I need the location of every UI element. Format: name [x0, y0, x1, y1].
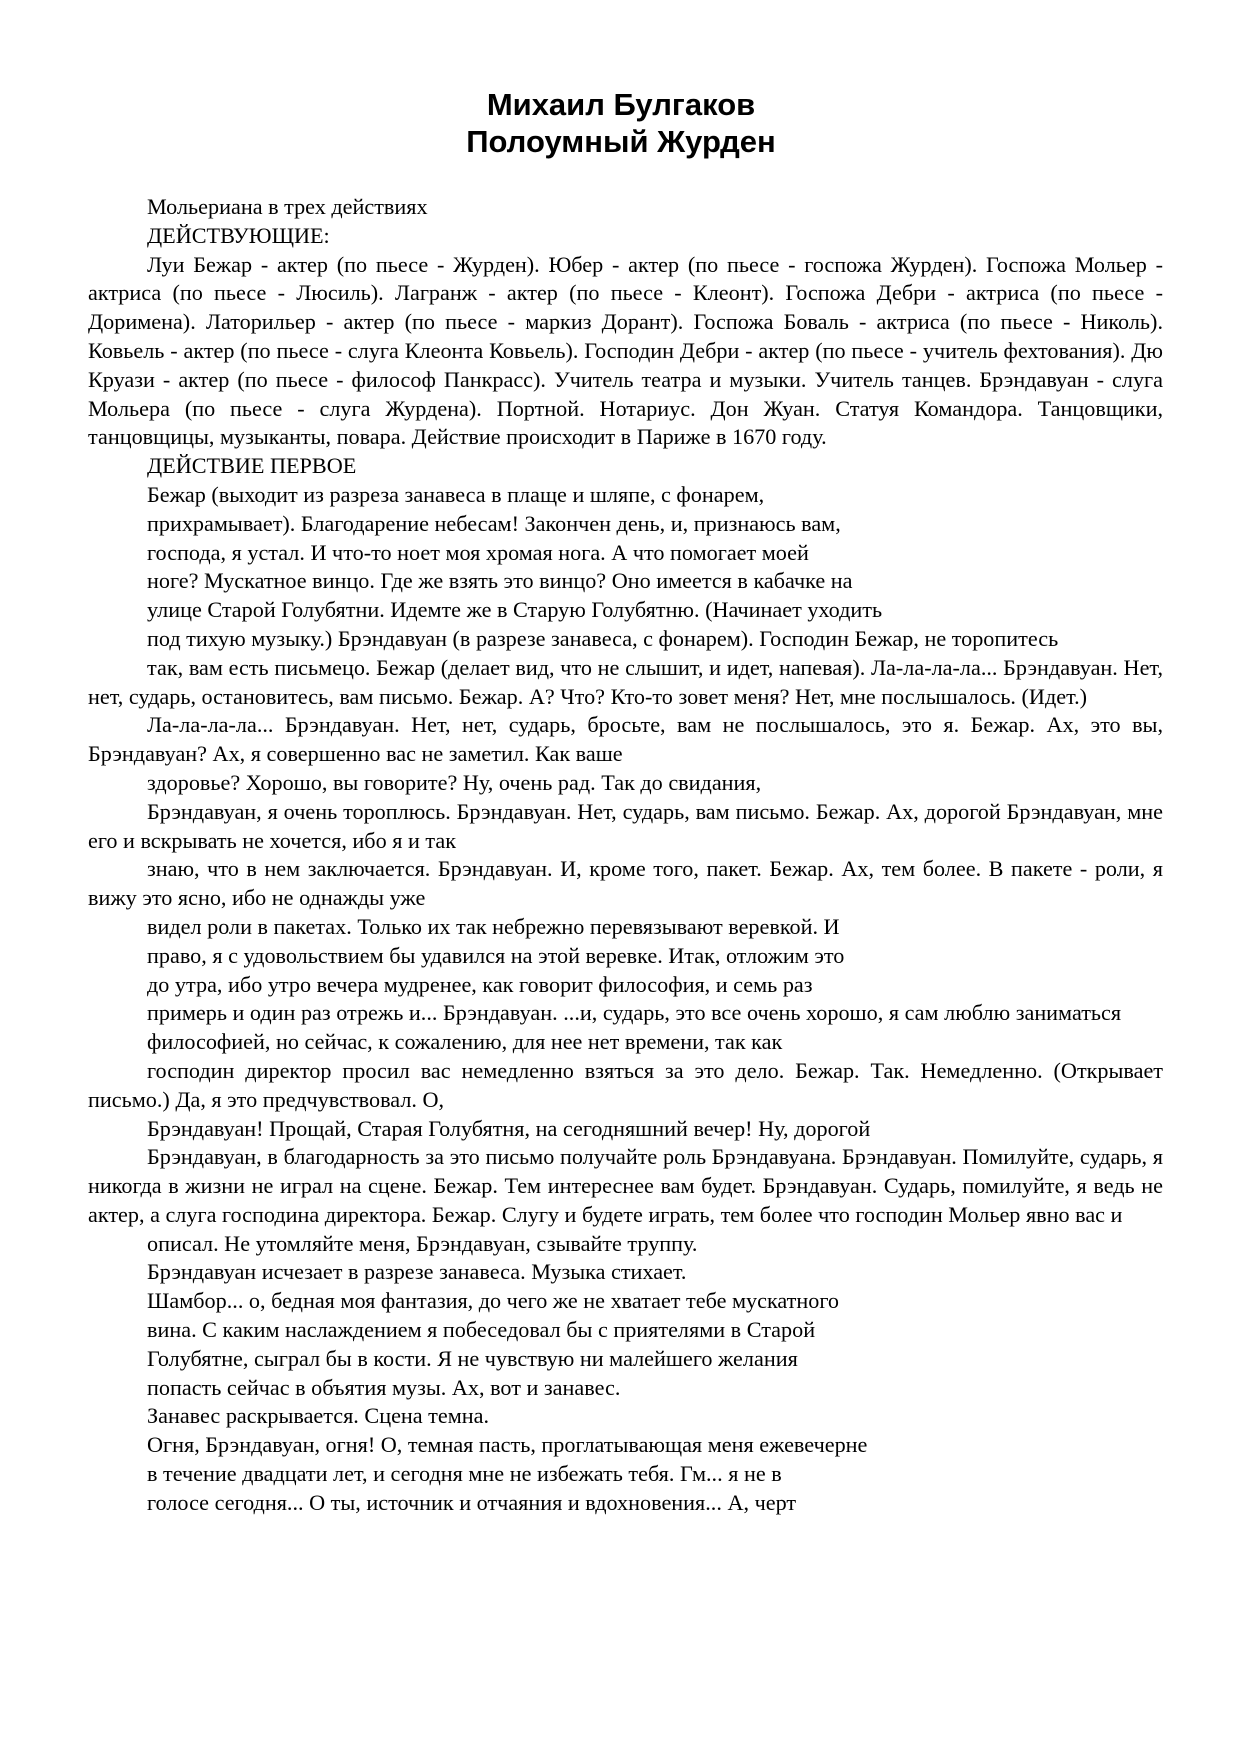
author-name: Михаил Булгаков — [486, 87, 756, 122]
paragraph: улице Старой Голубятни. Идемте же в Старую Голубятню. (Начинает уходить — [147, 597, 883, 623]
paragraph: знаю, что в нем заключается. Брэндавуан. И, кроме того, пакет. Бежар. Ах, тем более. В пакете - роли, я вижу это ясно, ибо не однажды уже — [88, 856, 1163, 911]
paragraph: описал. Не утомляйте меня, Брэндавуан, сзывайте труппу. — [147, 1230, 698, 1256]
title-block — [0, 86, 1242, 160]
paragraph: ДЕЙСТВИЕ ПЕРВОЕ — [147, 453, 357, 479]
body-text — [88, 193, 1163, 1518]
paragraph: Огня, Брэндавуан, огня! О, темная пасть, проглатывающая меня ежевечерне — [147, 1432, 868, 1458]
paragraph: Брэндавуан, в благодарность за это письмо получайте роль Брэндавуана. Брэндавуан. Помилуйте, сударь, я никогда в жизни не играл на сцене. Бежар. Тем интереснее вам будет. Брэндавуан. Сударь, помилуйте, я ведь не актер, а слуга господина директора. Бежар. Слугу и будете играть, тем более что господин Мольер явно вас и — [88, 1144, 1163, 1227]
paragraph: в течение двадцати лет, и сегодня мне не избежать тебя. Гм... я не в — [147, 1461, 782, 1487]
paragraph: попасть сейчас в объятия музы. Ах, вот и занавес. — [147, 1374, 621, 1400]
paragraph: примерь и один раз отрежь и... Брэндавуан. ...и, сударь, это все очень хорошо, я сам люблю заниматься — [147, 1000, 1122, 1026]
paragraph: Луи Бежар - актер (по пьесе - Журден). Юбер - актер (по пьесе - госпожа Журден). Госпожа Мольер - актриса (по пьесе - Люсиль). Лагранж - актер (по пьесе - Клеонт). Госпожа Дебри - актриса (по пьесе - Доримена). Латорильер - актер (по пьесе - маркиз Дорант). Госпожа Боваль - актриса (по пьесе - Николь). Ковьель - актер (по пьесе - слуга Клеонта Ковьель). Господин Дебри - актер (по пьесе - учитель фехтования). Дю Круази - актер (по пьесе - философ Панкрасс). Учитель театра и музыки. Учитель танцев. Брэндавуан - слуга Мольера (по пьесе - слуга Журдена). Портной. Нотариус. Дон Жуан. Статуя Командора. Танцовщики, танцовщицы, музыканты, повара. Действие происходит в Париже в 1670 году. — [88, 251, 1163, 450]
paragraph: Мольериана в трех действиях — [147, 194, 428, 219]
paragraph: голосе сегодня... О ты, источник и отчаяния и вдохновения... А, черт — [147, 1489, 797, 1515]
paragraph: ноге? Мускатное винцо. Где же взять это винцо? Оно имеется в кабачке на — [147, 568, 853, 594]
paragraph: видел роли в пакетах. Только их так небрежно перевязывают веревкой. И — [147, 913, 840, 939]
paragraph: господин директор просил вас немедленно взяться за это дело. Бежар. Так. Немедленно. (Открывает письмо.) Да, я это предчувствовал. О, — [88, 1057, 1163, 1112]
play-title: Полоумный Журден — [466, 124, 776, 159]
paragraph: здоровье? Хорошо, вы говорите? Ну, очень рад. Так до свидания, — [147, 769, 762, 795]
paragraph: Брэндавуан исчезает в разрезе занавеса. Музыка стихает. — [147, 1259, 687, 1285]
paragraph: ДЕЙСТВУЮЩИЕ: — [147, 222, 330, 248]
paragraph: право, я с удовольствием бы удавился на этой веревке. Итак, отложим это — [147, 942, 845, 968]
paragraph: вина. С каким наслаждением я побеседовал бы с приятелями в Старой — [147, 1317, 816, 1343]
paragraph: Занавес раскрывается. Сцена темна. — [147, 1403, 490, 1429]
paragraph: Брэндавуан! Прощай, Старая Голубятня, на сегодняшний вечер! Ну, дорогой — [147, 1115, 871, 1141]
paragraph: Голубятне, сыграл бы в кости. Я не чувствую ни малейшего желания — [147, 1345, 798, 1371]
paragraph: философией, но сейчас, к сожалению, для нее нет времени, так как — [147, 1029, 783, 1055]
paragraph: так, вам есть письмецо. Бежар (делает вид, что не слышит, и идет, напевая). Ла-ла-ла-ла... Брэндавуан. Нет, нет, сударь, остановитесь, вам письмо. Бежар. А? Что? Кто-то зовет меня? Нет, мне послышалось. (Идет.) — [88, 654, 1163, 709]
paragraph: под тихую музыку.) Брэндавуан (в разрезе занавеса, с фонарем). Господин Бежар, не торопитесь — [147, 625, 1059, 651]
paragraph: Шамбор... о, бедная моя фантазия, до чего же не хватает тебе мускатного — [147, 1288, 839, 1314]
paragraph: Бежар (выходит из разреза занавеса в плаще и шляпе, с фонарем, — [147, 481, 765, 507]
paragraph: Брэндавуан, я очень тороплюсь. Брэндавуан. Нет, сударь, вам письмо. Бежар. Ах, дорогой Брэндавуан, мне его и вскрывать не хочется, ибо я и так — [88, 798, 1163, 853]
paragraph: до утра, ибо утро вечера мудренее, как говорит философия, и семь раз — [147, 971, 813, 997]
paragraph: господа, я устал. И что-то ноет моя хромая нога. А что помогает моей — [147, 539, 809, 565]
paragraph: прихрамывает). Благодарение небесам! Закончен день, и, признаюсь вам, — [147, 510, 841, 536]
paragraph: Ла-ла-ла-ла... Брэндавуан. Нет, нет, сударь, бросьте, вам не послышалось, это я. Бежар. Ах, это вы, Брэндавуан? Ах, я совершенно вас не заметил. Как ваше — [88, 712, 1163, 767]
